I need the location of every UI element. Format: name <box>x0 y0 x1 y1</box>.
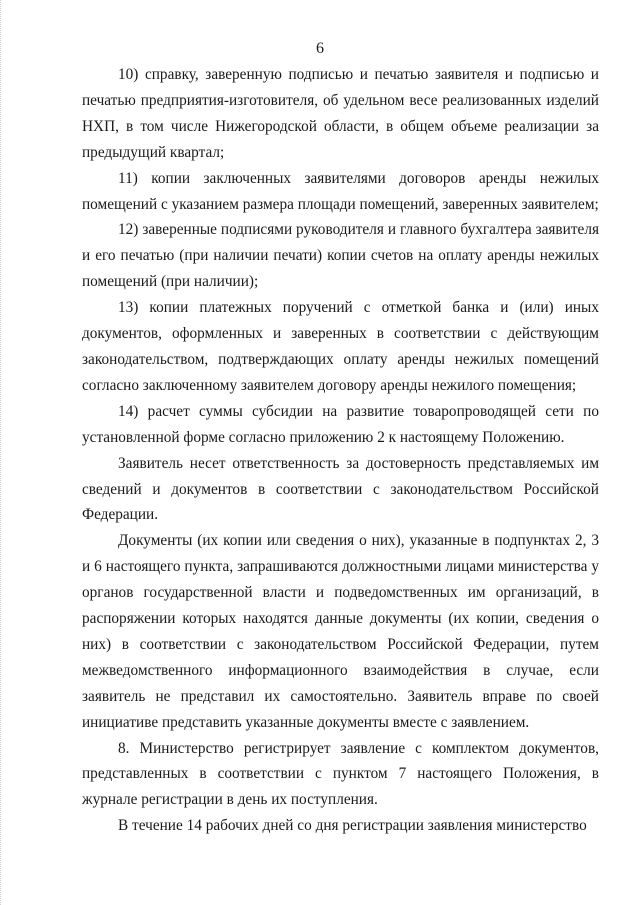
paragraph-responsibility: Заявитель несет ответственность за достоверность представляемых им сведений и документов в соответствии с законодательством Российской Федерации. <box>82 454 599 524</box>
paragraph-item-14: 14) расчет суммы субсидии на развитие товаропроводящей сети по установленной форме согласно приложению 2 к настоящему Положению. <box>82 402 599 446</box>
scan-edge <box>0 0 3 905</box>
paragraph-item-11: 11) копии заключенных заявителями договоров аренды нежилых помещений с указанием размера площади помещений, заверенных заявителем; <box>82 169 599 213</box>
paragraph-documents-request: Документы (их копии или сведения о них), указанные в подпунктах 2, 3 и 6 настоящего пункта, запрашиваются должностными лицами министерства у органов государственной власти и подведомственных им организаций, в распоряжении которых находятся данные документы (их копии, сведения о них) в соответствии с законодательством Российской Федерации, путем межведомственного информационного взаимодействия в случае, если заявитель не представил их самостоятельно. Заявитель вправе по своей инициативе представить указанные документы вместе с заявлением. <box>82 532 599 731</box>
paragraph-clause-8: 8. Министерство регистрирует заявление с комплектом документов, представленных в соответствии с пунктом 7 настоящего Положения, в журнале регистрации в день их поступления. <box>82 739 599 809</box>
document-body <box>82 62 599 839</box>
paragraph-14-days: В течение 14 рабочих дней со дня регистрации заявления министерство <box>118 817 587 835</box>
paragraph-item-12: 12) заверенные подписями руководителя и главного бухгалтера заявителя и его печатью (при наличии печати) копии счетов на оплату аренды нежилых помещений (при наличии); <box>82 221 599 291</box>
page-number: 6 <box>316 40 324 57</box>
paragraph-item-10: 10) справку, заверенную подписью и печатью заявителя и подписью и печатью предприятия-изготовителя, об удельном весе реализованных изделий НХП, в том числе Нижегородской области, в общем объеме реализации за предыдущий квартал; <box>82 66 599 161</box>
paragraph-item-13: 13) копии платежных поручений с отметкой банка и (или) иных документов, оформленных и заверенных в соответствии с действующим законодательством, подтверждающих оплату аренды нежилых помещений согласно заключенному заявителем договору аренды нежилого помещения; <box>82 299 599 394</box>
